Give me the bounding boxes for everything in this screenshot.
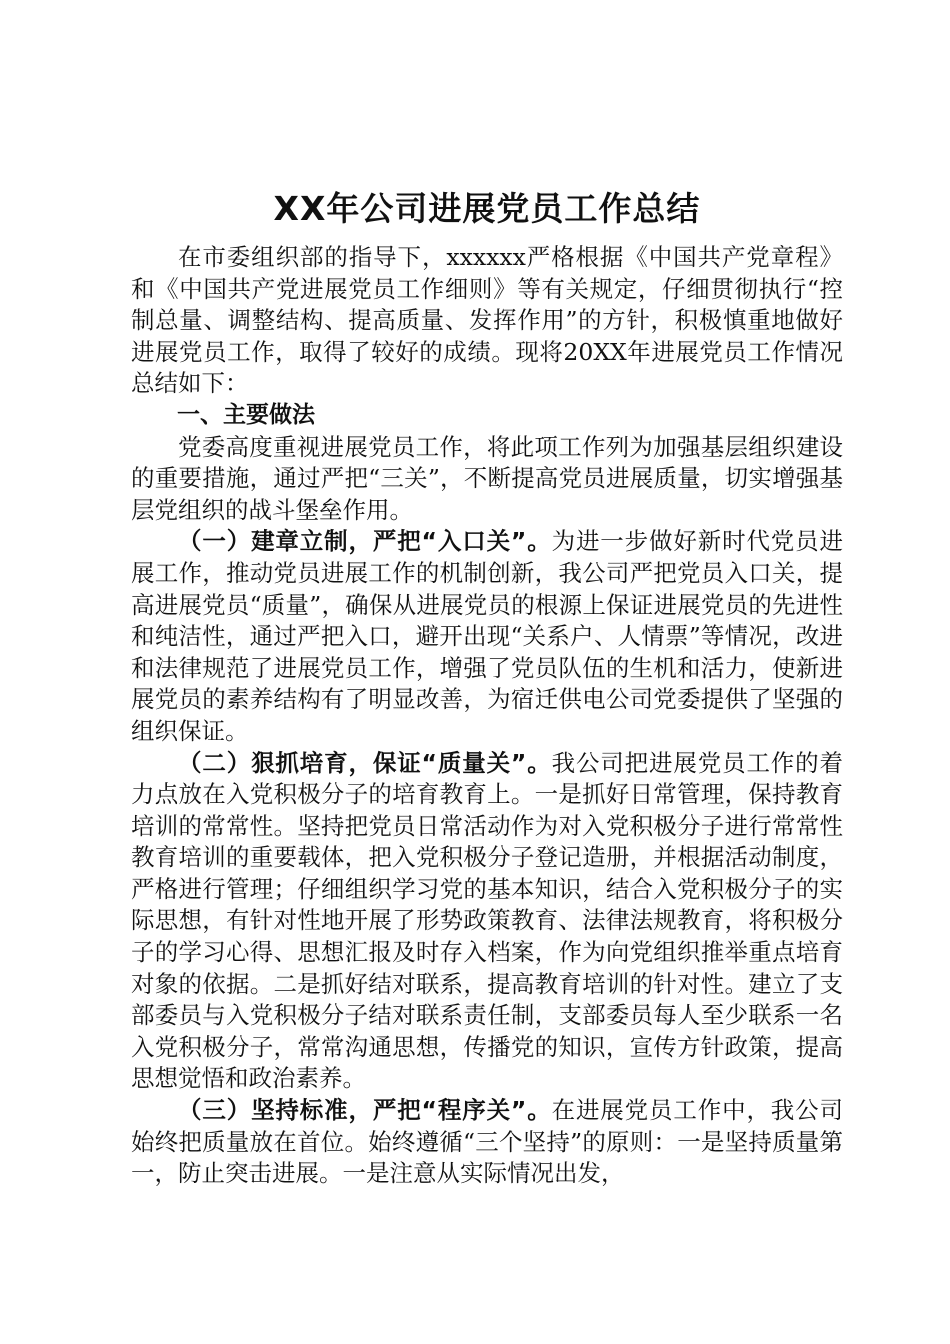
document-title: XX年公司进展党员工作总结 [273, 189, 701, 228]
item-paragraph-entry [131, 526, 843, 747]
item-paragraph-procedure [131, 1095, 843, 1190]
item-body-procedure: 在进展党员工作中，我公司始终把质量放在首位。始终遵循“三个坚持”的原则：一是坚持质量第一，防止突击进展。一是注意从实际情况出发， [131, 1096, 844, 1188]
intro-paragraph: 在市委组织部的指导下，xxxxxx严格根据《中国共产党章程》和《中国共产党进展党员工作细则》等有关规定，仔细贯彻执行“控制总量、调整结构、提高质量、发挥作用”的方针，积极慎重地做好进展党员工作，取得了较好的成绩。现将20XX年进展党员工作情况总结如下： [131, 243, 843, 398]
document-page [131, 186, 843, 1190]
item-body-entry: 为进一步做好新时代党员进展工作，推动党员进展工作的机制创新，我公司严把党员入口关，提高进展党员“质量”，确保从进展党员的根源上保证进展党员的先进性和纯洁性，通过严把入口，避开出现“关系户、人情票”等情况，改进和法律规范了进展党员工作，增强了党员队伍的生机和活力，使新进展党员的素养结构有了明显改善，为宿迁供电公司党委提供了坚强的组织保证。 [131, 527, 844, 745]
item-paragraph-quality [131, 748, 843, 1096]
item-body-quality: 我公司把进展党员工作的着力点放在入党积极分子的培育教育上。一是抓好日常管理，保持教育培训的常常性。坚持把党员日常活动作为对入党积极分子进行常常性教育培训的重要载体，把入党积极分子登记造册，并根据活动制度，严格进行管理；仔细组织学习党的基本知识，结合入党积极分子的实际思想，有针对性地开展了形势政策教育、法律法规教育，将积极分子的学习心得、思想汇报及时存入档案，作为向党组织推举重点培育对象的依据。二是抓好结对联系，提高教育培训的针对性。建立了支部委员与入党积极分子结对联系责任制，支部委员每人至少联系一名入党积极分子，常常沟通思想，传播党的知识，宣传方针政策，提高思想觉悟和政治素养。 [131, 748, 844, 1093]
section-body-main-practices: 党委高度重视进展党员工作，将此项工作列为加强基层组织建设的重要措施，通过严把“三关”，不断提高党员进展质量，切实增强基层党组织的战斗堡垒作用。 [131, 432, 843, 524]
item-heading-quality: （二）狠抓培育，保证“质量关”。 [178, 748, 552, 777]
section-heading-main-practices: 一、主要做法 [177, 401, 315, 428]
item-heading-procedure: （三）坚持标准，严把“程序关”。 [178, 1096, 552, 1125]
item-heading-entry: （一）建章立制，严把“入口关”。 [178, 527, 552, 556]
